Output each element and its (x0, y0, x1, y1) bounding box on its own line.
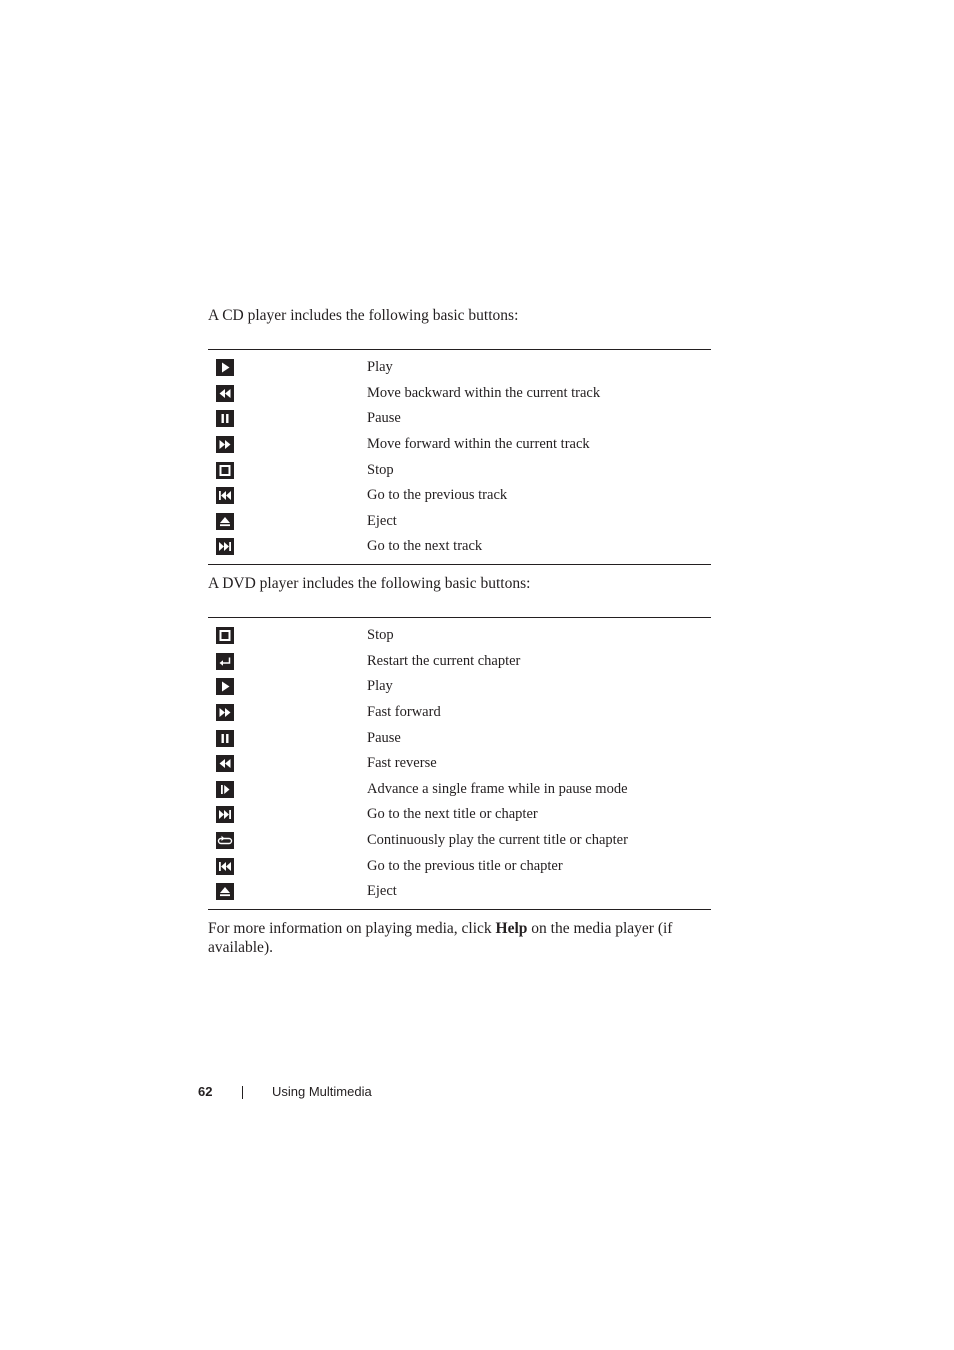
dvd-buttons-table (208, 617, 711, 910)
icon-cell (208, 725, 367, 751)
dvd-button-row (208, 618, 711, 649)
previous-track-icon (216, 487, 234, 504)
cd-button-row (208, 509, 711, 535)
dvd-button-row (208, 828, 711, 854)
button-description: Pause (367, 410, 401, 427)
cd-buttons-table (208, 349, 711, 565)
button-description: Go to the previous track (367, 487, 508, 504)
closing-text-before: For more information on playing media, click (208, 920, 496, 937)
frame-advance-icon (216, 781, 234, 798)
dvd-button-row (208, 879, 711, 909)
play-icon (216, 359, 234, 376)
dvd-button-row (208, 802, 711, 828)
dvd-button-row (208, 725, 711, 751)
icon-cell (208, 350, 367, 381)
button-description: Move backward within the current track (367, 384, 601, 401)
cd-button-row (208, 406, 711, 432)
dvd-intro-text: A DVD player includes the following basic buttons: (208, 575, 531, 592)
icon-cell (208, 406, 367, 432)
previous-track-icon (216, 858, 234, 875)
dvd-button-row (208, 700, 711, 726)
footer-section-title: Using Multimedia (272, 1084, 372, 1099)
cd-button-row (208, 432, 711, 458)
button-description: Fast reverse (367, 755, 437, 772)
button-description: Play (367, 359, 393, 376)
pause-icon (216, 410, 234, 427)
cd-button-row (208, 457, 711, 483)
button-description: Play (367, 678, 393, 695)
pause-icon (216, 730, 234, 747)
page-number: 62 (198, 1084, 213, 1099)
button-description: Stop (367, 461, 394, 478)
button-description: Fast forward (367, 704, 441, 721)
icon-cell (208, 457, 367, 483)
button-description: Go to the next track (367, 538, 483, 555)
icon-cell (208, 700, 367, 726)
rewind-icon (216, 385, 234, 402)
stop-icon (216, 462, 234, 479)
eject-icon (216, 883, 234, 900)
play-icon (216, 678, 234, 695)
icon-cell (208, 509, 367, 535)
icon-cell (208, 828, 367, 854)
button-description: Eject (367, 512, 397, 529)
icon-cell (208, 674, 367, 700)
icon-cell (208, 649, 367, 675)
dvd-button-row (208, 751, 711, 777)
icon-cell (208, 618, 367, 649)
button-description: Pause (367, 729, 401, 746)
cd-button-row (208, 534, 711, 564)
icon-cell (208, 802, 367, 828)
eject-icon (216, 513, 234, 530)
dvd-button-row (208, 649, 711, 675)
footer-divider (242, 1086, 243, 1099)
help-keyword: Help (495, 920, 528, 937)
icon-cell (208, 751, 367, 777)
next-track-icon (216, 806, 234, 823)
dvd-button-row (208, 674, 711, 700)
closing-text-after: on the media player (if available). (208, 920, 673, 956)
icon-cell (208, 483, 367, 509)
fast-forward-icon (216, 704, 234, 721)
button-description: Move forward within the current track (367, 436, 590, 453)
restart-chapter-icon (216, 653, 234, 670)
icon-cell (208, 432, 367, 458)
button-description: Go to the previous title or chapter (367, 857, 563, 874)
icon-cell (208, 853, 367, 879)
fast-forward-icon (216, 436, 234, 453)
button-description: Go to the next title or chapter (367, 806, 538, 823)
dvd-button-row (208, 777, 711, 803)
cd-intro-text: A CD player includes the following basic buttons: (208, 307, 519, 324)
button-description: Advance a single frame while in pause mode (367, 780, 628, 797)
repeat-icon (216, 832, 234, 849)
icon-cell (208, 777, 367, 803)
dvd-button-row (208, 853, 711, 879)
cd-button-row (208, 350, 711, 381)
icon-cell (208, 534, 367, 564)
button-description: Eject (367, 883, 397, 900)
icon-cell (208, 879, 367, 909)
closing-paragraph (208, 919, 718, 957)
rewind-icon (216, 755, 234, 772)
icon-cell (208, 381, 367, 407)
button-description: Continuously play the current title or chapter (367, 832, 628, 849)
next-track-icon (216, 538, 234, 555)
button-description: Restart the current chapter (367, 652, 521, 669)
stop-icon (216, 627, 234, 644)
cd-button-row (208, 483, 711, 509)
button-description: Stop (367, 627, 394, 644)
cd-button-row (208, 381, 711, 407)
